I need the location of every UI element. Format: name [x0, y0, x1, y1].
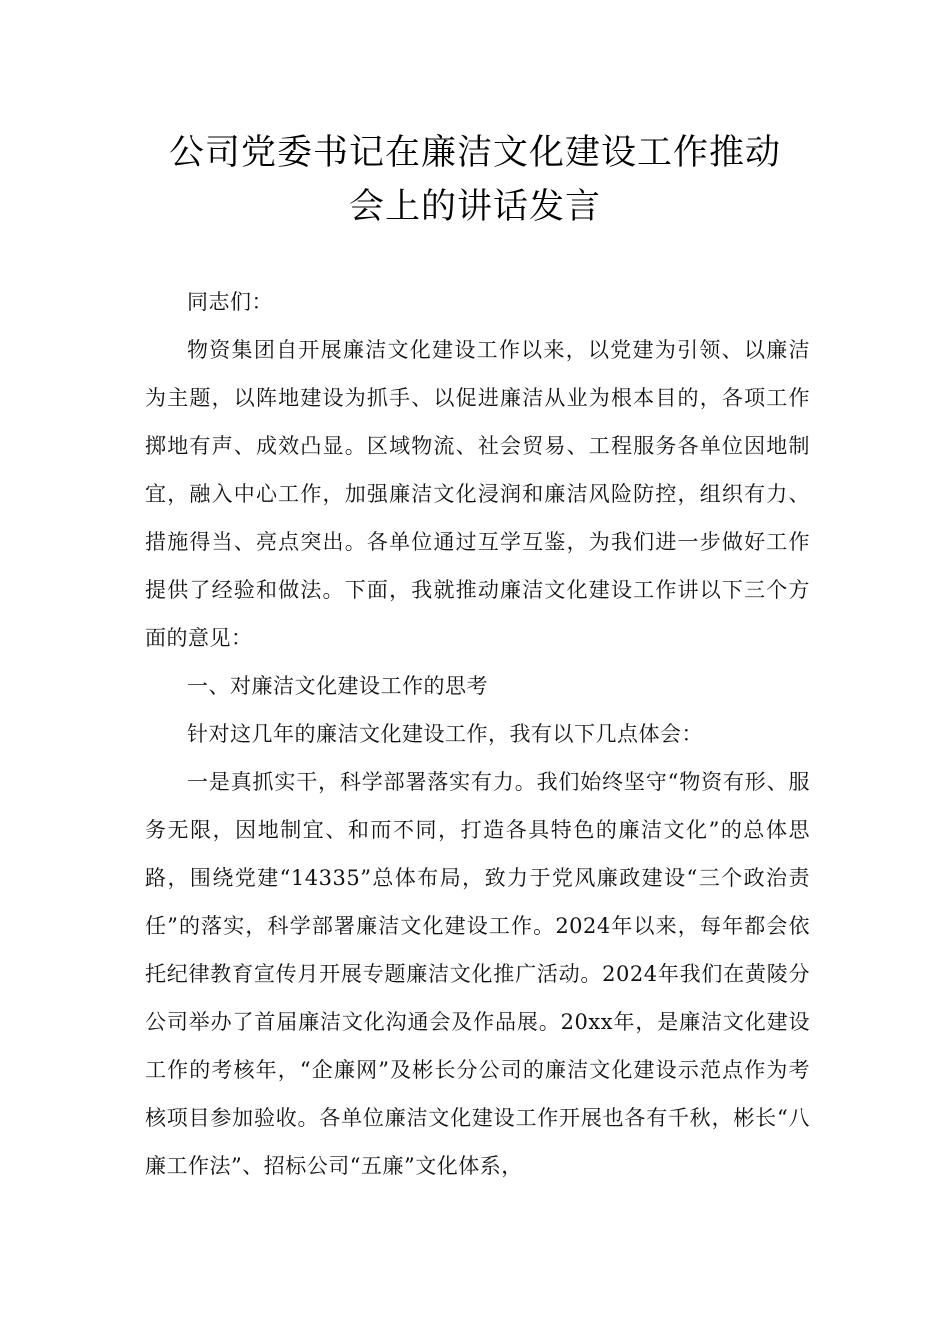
- body-paragraph-reflection-lead: 针对这几年的廉洁文化建设工作，我有以下几点体会：: [187, 722, 703, 746]
- body-paragraph-intro: 物资集团自开展廉洁文化建设工作以来，以党建为引领、以廉洁为主题，以阵地建设为抓手、以促进廉洁从业为根本目的，各项工作掷地有声、成效凸显。区域物流、社会贸易、工程服务各单位因地制宜，融入中心工作，加强廉洁文化浸润和廉洁风险防控，组织有力、措施得当、亮点突出。各单位通过互学互鉴，为我们进一步做好工作提供了经验和做法。下面，我就推动廉洁文化建设工作讲以下三个方面的意见：: [145, 338, 810, 650]
- document-title-line-2: 会上的讲话发言: [348, 187, 601, 227]
- section-heading-1: 一、对廉洁文化建设工作的思考: [187, 674, 488, 698]
- salutation: 同志们：: [187, 290, 273, 314]
- document-title-line-1: 公司党委书记在廉洁文化建设工作推动: [168, 133, 781, 173]
- body-paragraph-point-1: 一是真抓实干，科学部署落实有力。我们始终坚守“物资有形、服务无限，因地制宜、和而不同，打造各具特色的廉洁文化”的总体思路，围绕党建“14335”总体布局，致力于党风廉政建设“三个政治责任”的落实，科学部署廉洁文化建设工作。2024年以来，每年都会依托纪律教育宣传月开展专题廉洁文化推广活动。2024年我们在黄陵分公司举办了首届廉洁文化沟通会及作品展。20xx年，是廉洁文化建设工作的考核年，“企廉网”及彬长分公司的廉洁文化建设示范点作为考核项目参加验收。各单位廉洁文化建设工作开展也各有千秋，彬长“八廉工作法”、招标公司“五廉”文化体系，: [145, 770, 810, 1178]
- document-body: [145, 278, 810, 1190]
